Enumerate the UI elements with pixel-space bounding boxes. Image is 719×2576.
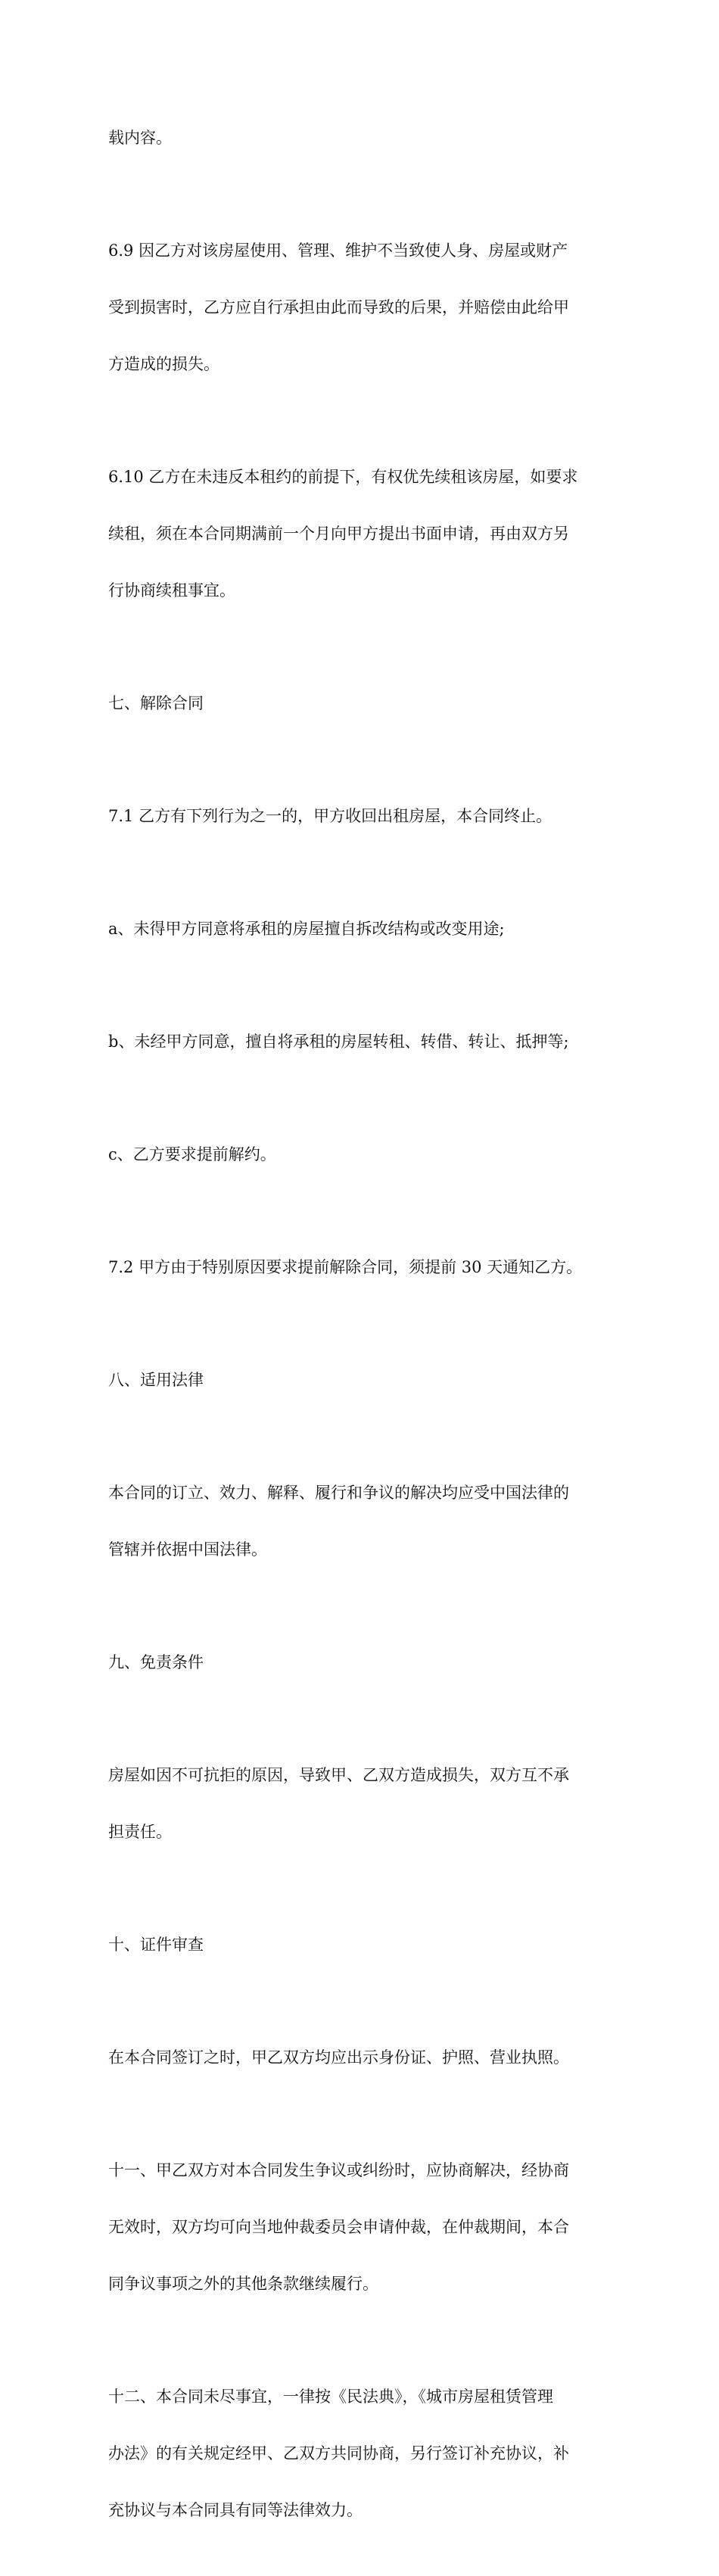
text-line: c、乙方要求提前解约。 (108, 1145, 276, 1163)
text-line: 十一、甲乙双方对本合同发生争议或纠纷时，应协商解决，经协商 (108, 2161, 569, 2179)
text-line: 6.9 因乙方对该房屋使用、管理、维护不当致使人身、房屋或财产 (108, 241, 568, 260)
list-item (108, 995, 615, 1089)
text-line: 房屋如因不可抗拒的原因，导致甲、乙双方造成损失，双方互不承 (108, 1766, 569, 1784)
text-line: 7.2 甲方由于特别原因要求提前解除合同，须提前 30 天通知乙方。 (108, 1258, 583, 1276)
text-line: b、未经甲方同意，擅自将承租的房屋转租、转借、转让、抵押等; (108, 1033, 569, 1051)
text-line: 在本合同签订之时，甲乙双方均应出示身份证、护照、营业执照。 (108, 2048, 569, 2067)
text-line: 十二、本合同未尽事宜，一律按《民法典》，《城市房屋租赁管理 (108, 2388, 553, 2406)
list-item (108, 1107, 615, 1202)
paragraph (108, 2123, 615, 2331)
section-heading (108, 1898, 615, 1992)
text-line: 同争议事项之外的其他条款继续履行。 (108, 2275, 378, 2293)
text-line: 八、适用法律 (108, 1371, 204, 1389)
paragraph (108, 2011, 615, 2105)
section-heading (108, 1615, 615, 1710)
text-line: 本合同的订立、效力、解释、履行和争议的解决均应受中国法律的 (108, 1484, 569, 1502)
text-line: 九、免责条件 (108, 1653, 204, 1671)
text-line: 7.1 乙方有下列行为之一的，甲方收回出租房屋，本合同终止。 (108, 807, 552, 825)
paragraph (108, 430, 615, 638)
paragraph (108, 91, 615, 185)
text-line: 载内容。 (108, 129, 172, 147)
paragraph (108, 1728, 615, 1880)
text-line: 管辖并依据中国法律。 (108, 1540, 267, 1559)
section-heading (108, 656, 615, 751)
text-line: 担责任。 (108, 1823, 172, 1841)
text-line: 办法》的有关规定经甲、乙双方共同协商，另行签订补充协议，补 (108, 2444, 569, 2462)
paragraph (108, 1446, 615, 1597)
text-line: 方造成的损失。 (108, 355, 219, 373)
text-line: 受到损害时，乙方应自行承担由此而导致的后果，并赔偿由此给甲 (108, 298, 569, 316)
text-line: 无效时，双方均可向当地仲裁委员会申请仲裁，在仲裁期间，本合 (108, 2218, 569, 2236)
list-item (108, 882, 615, 977)
text-line: 十、证件审查 (108, 1936, 204, 1954)
text-line: 续租，须在本合同期满前一个月向甲方提出书面申请，再由双方另 (108, 525, 569, 543)
text-line: 行协商续租事宜。 (108, 581, 235, 600)
paragraph (108, 769, 615, 864)
text-line: 6.10 乙方在未违反本租约的前提下，有权优先续租该房屋，如要求 (108, 468, 578, 486)
text-line: 充协议与本合同具有同等法律效力。 (108, 2501, 363, 2519)
section-heading (108, 1333, 615, 1428)
document-page (108, 91, 615, 2576)
paragraph (108, 204, 615, 412)
text-line: a、未得甲方同意将承租的房屋擅自拆改结构或改变用途; (108, 920, 505, 938)
text-line: 七、解除合同 (108, 694, 204, 712)
paragraph (108, 1220, 615, 1315)
paragraph (108, 2350, 615, 2558)
